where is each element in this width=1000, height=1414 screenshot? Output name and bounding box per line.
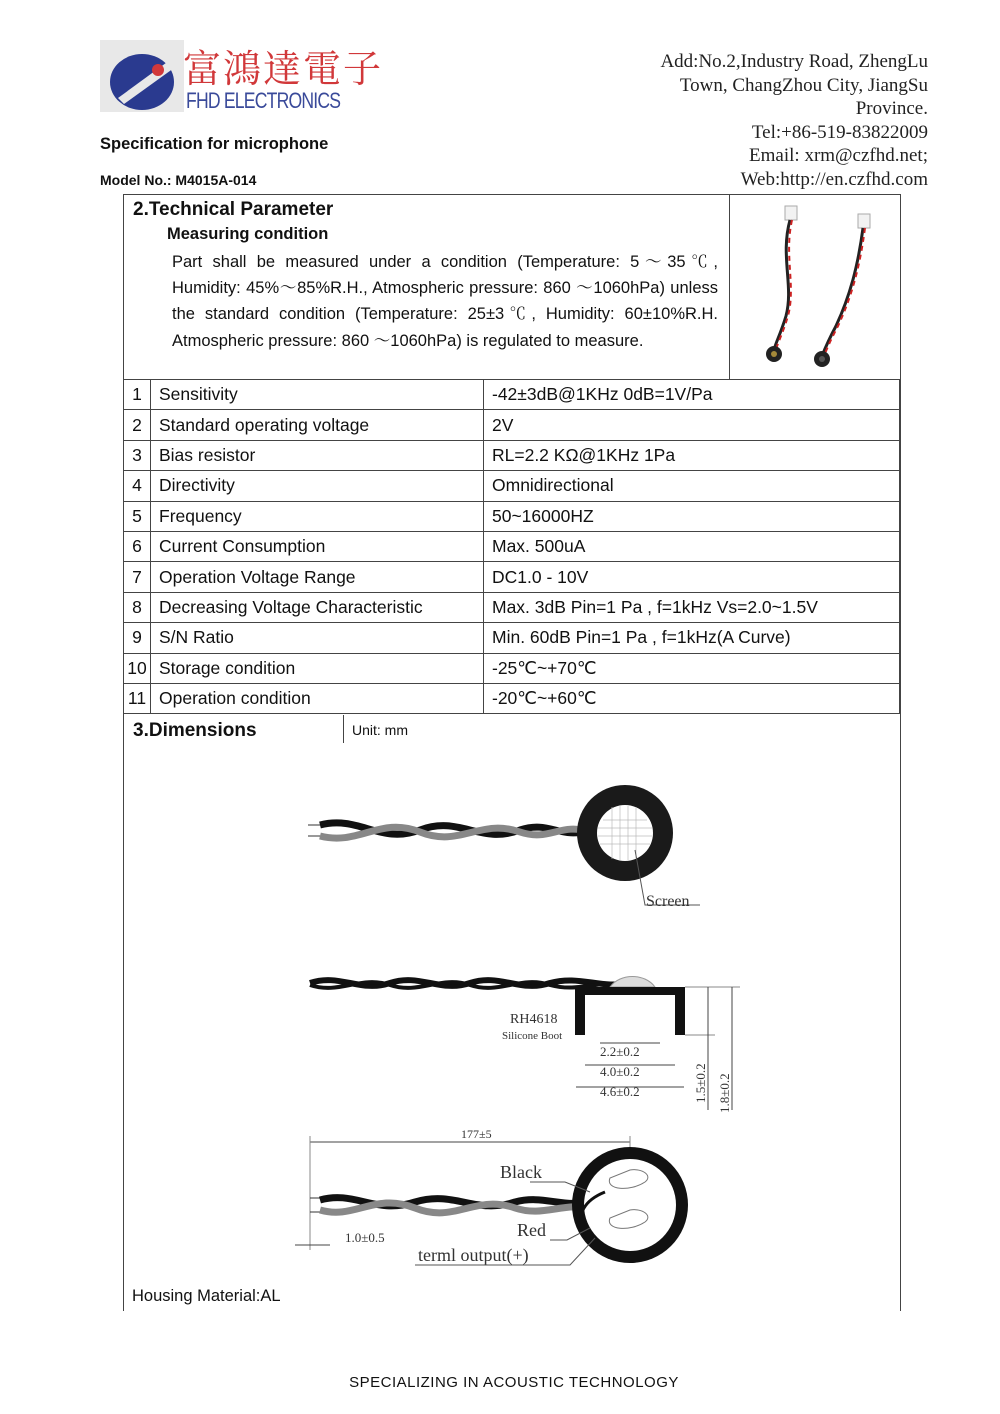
dimensions-heading: 3.Dimensions xyxy=(133,720,257,741)
document-title: Specification for microphone xyxy=(100,135,329,153)
param-value: Omnidirectional xyxy=(484,471,900,501)
address-line: Add:No.2,Industry Road, ZhengLu xyxy=(660,51,928,72)
product-photo xyxy=(730,196,898,378)
side-view-drawing xyxy=(300,965,760,1115)
param-number: 9 xyxy=(124,623,151,653)
param-value: 2V xyxy=(484,410,900,440)
param-row xyxy=(124,531,900,561)
param-value: Max. 500uA xyxy=(484,531,900,561)
output-terminal-label: terml output(+) xyxy=(418,1245,529,1265)
param-row xyxy=(124,592,900,622)
param-value: RL=2.2 KΩ@1KHz 1Pa xyxy=(484,440,900,470)
param-row xyxy=(124,683,900,713)
param-value: -42±3dB@1KHz 0dB=1V/Pa xyxy=(484,380,900,410)
param-row xyxy=(124,380,900,410)
param-number: 2 xyxy=(124,410,151,440)
param-row xyxy=(124,623,900,653)
param-row xyxy=(124,410,900,440)
param-number: 10 xyxy=(124,653,151,683)
rear-view-drawing xyxy=(285,1120,705,1280)
black-wire-label: Black xyxy=(500,1162,542,1182)
param-name: Directivity xyxy=(151,471,484,501)
parameters-table xyxy=(123,379,900,714)
param-row xyxy=(124,562,900,592)
unit-label: Unit: mm xyxy=(352,722,408,738)
logo-english-text: FHD ELECTRONICS xyxy=(186,88,341,113)
param-value: -25℃~+70℃ xyxy=(484,653,900,683)
dimension-label: 2.2±0.2 xyxy=(600,1044,640,1059)
address-line: Town, ChangZhou City, JiangSu xyxy=(679,74,928,96)
param-name: Bias resistor xyxy=(151,440,484,470)
logo-mark-icon xyxy=(100,40,190,118)
param-value: Min. 60dB Pin=1 Pa , f=1kHz(A Curve) xyxy=(484,623,900,653)
front-view-drawing xyxy=(300,770,720,920)
param-number: 11 xyxy=(124,683,151,713)
param-number: 8 xyxy=(124,592,151,622)
part-number-label: RH4618 xyxy=(510,1012,558,1027)
model-number: Model No.: M4015A-014 xyxy=(100,172,257,188)
param-value: Max. 3dB Pin=1 Pa , f=1kHz Vs=2.0~1.5V xyxy=(484,592,900,622)
param-value: DC1.0 - 10V xyxy=(484,562,900,592)
param-row xyxy=(124,440,900,470)
height-label: 1.5±0.2 xyxy=(693,1063,708,1103)
length-label: 177±5 xyxy=(461,1127,492,1141)
param-name: Operation Voltage Range xyxy=(151,562,484,592)
param-number: 5 xyxy=(124,501,151,531)
housing-material: Housing Material:AL xyxy=(132,1287,281,1305)
param-name: Standard operating voltage xyxy=(151,410,484,440)
measuring-condition-text: Part shall be measured under a condition (Temperature: 5～35℃, Humidity: 45%～85%R.H., Atmospheric pressure: 860 ～1060hPa) unless the standard condition (Temperature: 25±3℃, Humidity: 60±10%R.H. Atmospheric pressure: 860 ～1060hPa) is regulated to measure. xyxy=(172,253,718,350)
phone-line: Tel:+86-519-83822009 xyxy=(751,121,928,143)
company-address xyxy=(598,50,928,191)
param-name: Current Consumption xyxy=(151,531,484,561)
param-row xyxy=(124,501,900,531)
param-name: Sensitivity xyxy=(151,380,484,410)
web-line: Web:http://en.czfhd.com xyxy=(740,168,928,190)
strip-length-label: 1.0±0.5 xyxy=(345,1230,385,1245)
param-number: 6 xyxy=(124,531,151,561)
param-number: 3 xyxy=(124,440,151,470)
height-label: 1.8±0.2 xyxy=(717,1073,732,1113)
param-name: Frequency xyxy=(151,501,484,531)
param-number: 1 xyxy=(124,380,151,410)
email-line: Email: xrm@czfhd.net; xyxy=(749,145,928,166)
screen-label: Screen xyxy=(646,893,690,910)
dimension-label: 4.0±0.2 xyxy=(600,1064,640,1079)
dimension-label: 4.6±0.2 xyxy=(600,1084,640,1099)
logo-chinese-text: 富鴻達電子 xyxy=(183,47,384,91)
param-name: S/N Ratio xyxy=(151,623,484,653)
param-name: Operation condition xyxy=(151,683,484,713)
param-value: 50~16000HZ xyxy=(484,501,900,531)
silicone-boot-label: Silicone Boot xyxy=(502,1030,563,1042)
param-name: Decreasing Voltage Characteristic xyxy=(151,592,484,622)
param-value: -20℃~+60℃ xyxy=(484,683,900,713)
footer-slogan: SPECIALIZING IN ACOUSTIC TECHNOLOGY xyxy=(349,1374,679,1391)
red-wire-label: Red xyxy=(517,1220,546,1240)
param-name: Storage condition xyxy=(151,653,484,683)
param-row xyxy=(124,653,900,683)
param-number: 4 xyxy=(124,471,151,501)
param-number: 7 xyxy=(124,562,151,592)
address-line: Province. xyxy=(855,98,928,119)
param-row xyxy=(124,471,900,501)
technical-heading: 2.Technical Parameter xyxy=(133,199,334,220)
measuring-condition-heading: Measuring condition xyxy=(167,225,329,243)
divider xyxy=(343,715,344,743)
